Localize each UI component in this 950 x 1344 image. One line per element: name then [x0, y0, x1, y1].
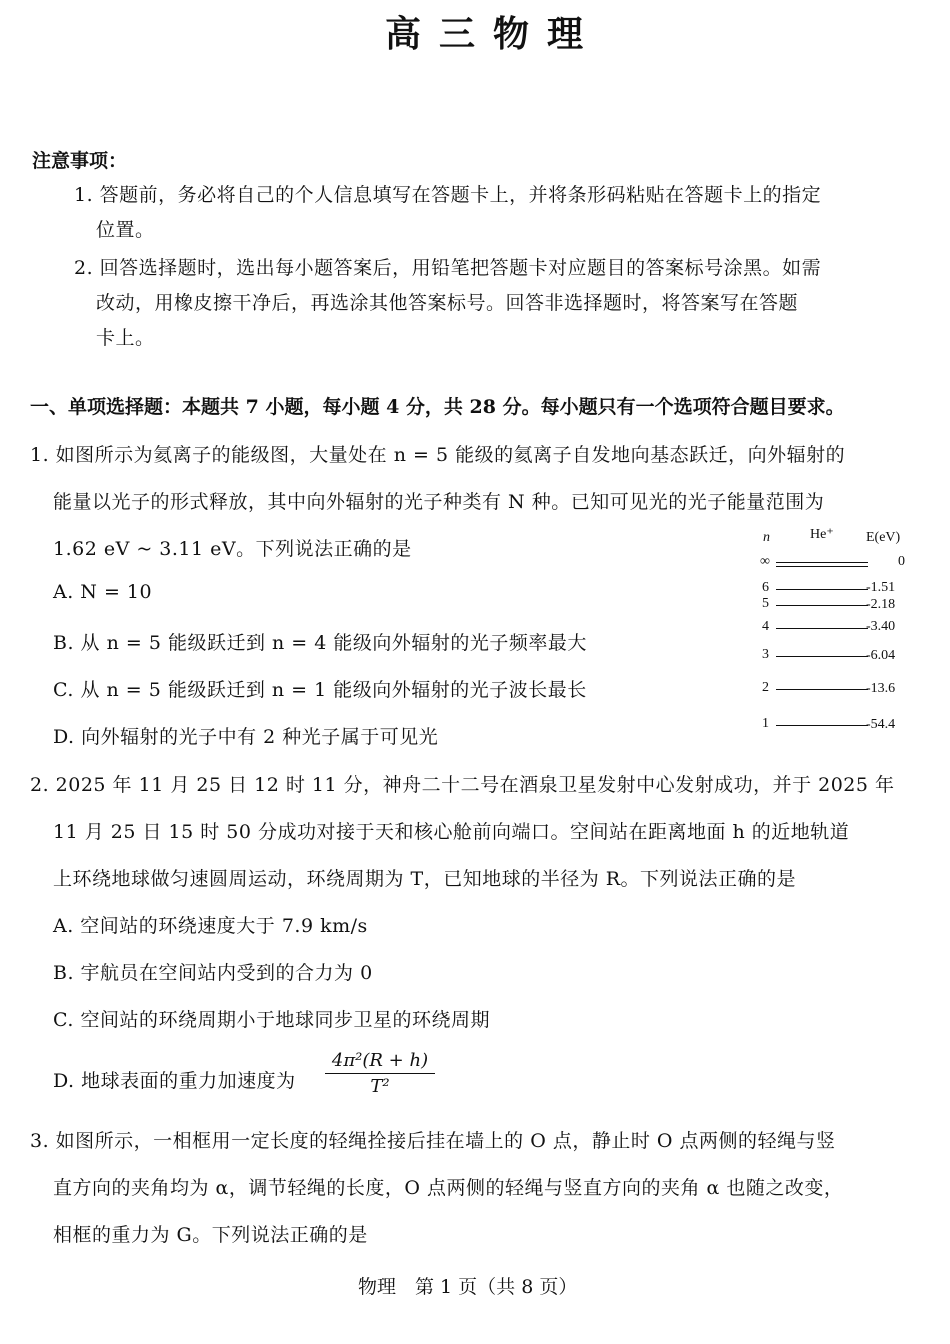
section-heading: 一、单项选择题：本题共 7 小题，每小题 4 分，共 28 分。每小题只有一个选项符合题目要求。 — [30, 396, 845, 418]
n-axis-label: n — [763, 530, 770, 545]
q2-option-a: A. 空间站的环绕速度大于 7.9 km/s — [53, 915, 368, 937]
formula-denominator: T² — [370, 1076, 390, 1097]
q3-stem-line-2: 直方向的夹角均为 α，调节轻绳的长度，O 点两侧的轻绳与竖直方向的夹角 α 也随之改变， — [53, 1177, 844, 1199]
q1-stem-line-2: 能量以光子的形式释放，其中向外辐射的光子种类有 N 种。已知可见光的光子能量范围为 — [53, 491, 825, 513]
level-e-5: -2.18 — [866, 597, 896, 612]
notes-heading: 注意事项： — [32, 150, 128, 172]
level-n-6: 6 — [762, 580, 769, 595]
q2-stem-line-2: 11 月 25 日 15 时 50 分成功对接于天和核心舱前向端口。空间站在距离地面 h 的近地轨道 — [53, 821, 850, 843]
note-2-line-1: 2. 回答选择题时，选出每小题答案后，用铅笔把答题卡对应题目的答案标号涂黑。如需 — [74, 257, 822, 279]
q2-option-d: D. 地球表面的重力加速度为 — [53, 1070, 296, 1092]
page-title: 高三物理 — [385, 13, 602, 55]
energy-level-diagram — [758, 527, 918, 740]
level-e-2: -13.6 — [866, 681, 896, 696]
level-line-4 — [776, 628, 868, 629]
q2-stem-line-1: 2. 2025 年 11 月 25 日 12 时 11 分，神舟二十二号在酒泉卫星发射中心发射成功，并于 2025 年 — [30, 774, 895, 796]
level-n-2: 2 — [762, 680, 769, 695]
level-line-5 — [776, 605, 868, 606]
note-1-line-1: 1. 答题前，务必将自己的个人信息填写在答题卡上，并将条形码粘贴在答题卡上的指定 — [74, 184, 822, 206]
level-line-6 — [776, 589, 868, 590]
q1-stem-line-3: 1.62 eV ~ 3.11 eV。下列说法正确的是 — [53, 538, 412, 560]
formula-numerator: 4π²(R + h) — [325, 1050, 435, 1074]
level-e-inf: 0 — [898, 554, 905, 569]
page-footer: 物理 第 1 页（共 8 页） — [358, 1276, 578, 1298]
q1-option-a: A. N = 10 — [53, 581, 153, 603]
level-line-inf — [776, 562, 868, 563]
note-2-line-2: 改动，用橡皮擦干净后，再选涂其他答案标号。回答非选择题时，将答案写在答题 — [96, 292, 799, 314]
q1-stem-line-1: 1. 如图所示为氦离子的能级图，大量处在 n = 5 能级的氦离子自发地向基态跃迁，向外辐射的 — [30, 444, 846, 466]
level-e-6: -1.51 — [866, 580, 896, 595]
level-e-3: -6.04 — [866, 648, 896, 663]
level-n-3: 3 — [762, 647, 769, 662]
q3-stem-line-3: 相框的重力为 G。下列说法正确的是 — [53, 1224, 368, 1246]
gravity-formula — [325, 1050, 435, 1097]
note-2-line-3: 卡上。 — [96, 327, 155, 349]
level-line-2 — [776, 689, 868, 690]
q3-stem-line-1: 3. 如图所示，一相框用一定长度的轻绳拴接后挂在墙上的 O 点，静止时 O 点两侧的轻绳与竖 — [30, 1130, 836, 1152]
level-line-3 — [776, 656, 868, 657]
level-n-5: 5 — [762, 596, 769, 611]
q1-option-d: D. 向外辐射的光子中有 2 种光子属于可见光 — [53, 726, 439, 748]
q1-option-b: B. 从 n = 5 能级跃迁到 n = 4 能级向外辐射的光子频率最大 — [53, 632, 587, 654]
level-e-1: -54.4 — [866, 717, 896, 732]
level-line-inf-b — [776, 566, 868, 567]
energy-axis-label: E(eV) — [866, 530, 901, 545]
ion-label: He⁺ — [810, 527, 834, 542]
level-line-1 — [776, 725, 868, 726]
q2-option-b: B. 宇航员在空间站内受到的合力为 0 — [53, 962, 373, 984]
q1-option-c: C. 从 n = 5 能级跃迁到 n = 1 能级向外辐射的光子波长最长 — [53, 679, 587, 701]
level-n-1: 1 — [762, 716, 769, 731]
level-n-4: 4 — [762, 619, 769, 634]
level-n-inf: ∞ — [760, 554, 770, 569]
q2-stem-line-3: 上环绕地球做匀速圆周运动，环绕周期为 T，已知地球的半径为 R。下列说法正确的是 — [53, 868, 797, 890]
note-1-line-2: 位置。 — [96, 219, 155, 241]
level-e-4: -3.40 — [866, 619, 896, 634]
q2-option-c: C. 空间站的环绕周期小于地球同步卫星的环绕周期 — [53, 1009, 490, 1031]
